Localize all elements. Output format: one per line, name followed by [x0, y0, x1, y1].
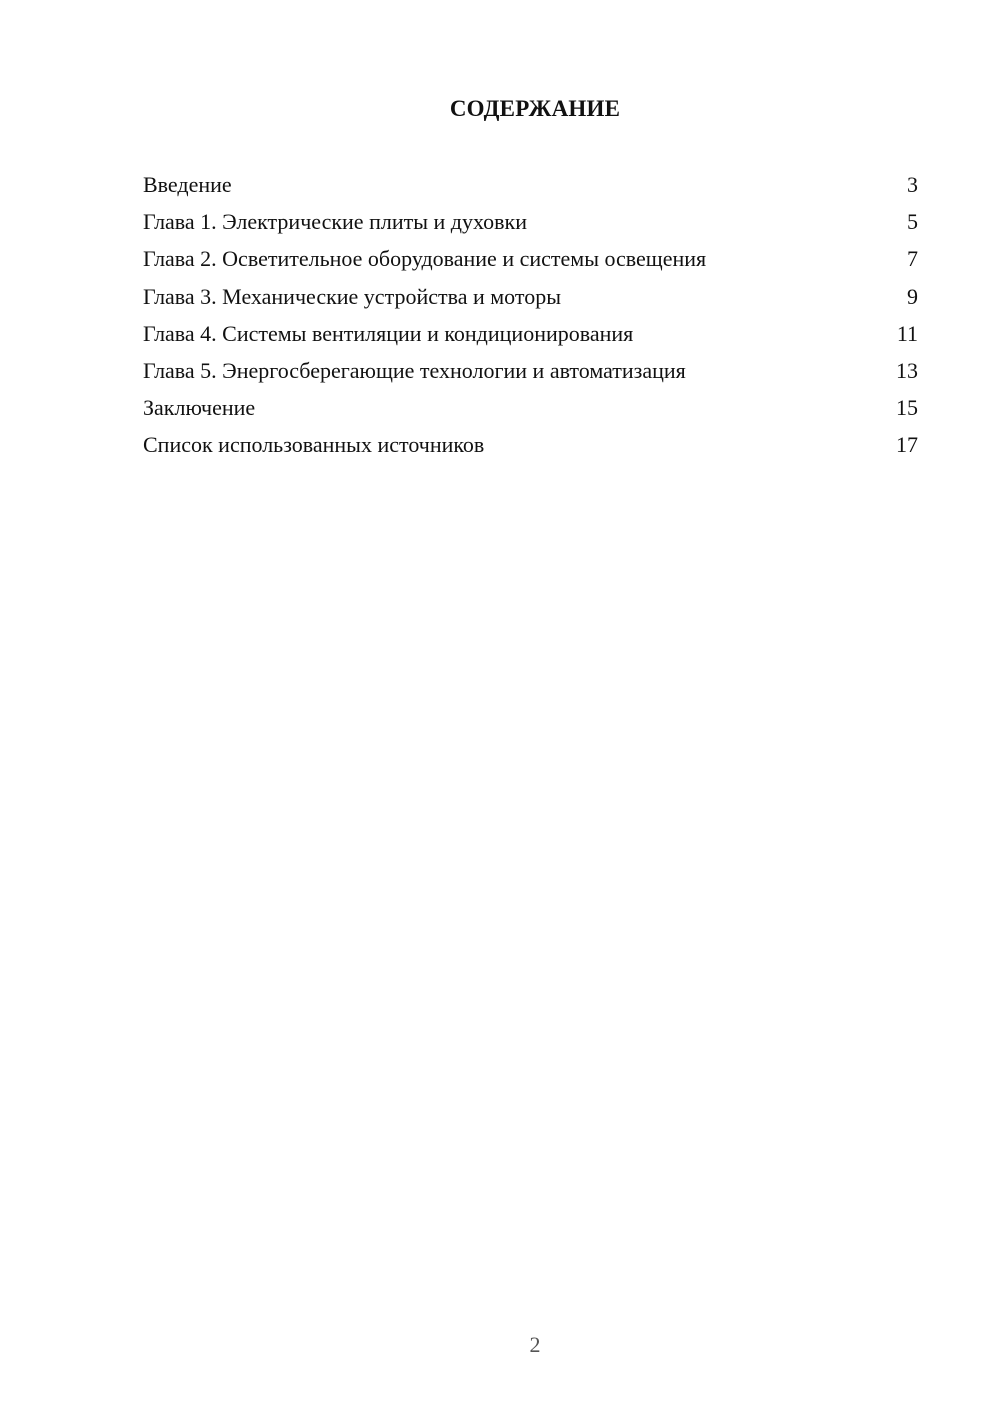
- toc-entry: [143, 278, 918, 315]
- toc-entry: [143, 203, 918, 240]
- toc-entry-title: Глава 5. Энергосберегающие технологии и автоматизация: [143, 357, 686, 383]
- page-number: 2: [529, 1332, 541, 1357]
- toc-entry: [143, 389, 918, 426]
- toc-entry: [143, 240, 918, 277]
- toc-entry-page: 13: [896, 357, 918, 383]
- toc-entry: [143, 315, 918, 352]
- toc-entry-title: Введение: [143, 172, 232, 197]
- toc-entry-page: 3: [907, 172, 918, 197]
- toc-entry-page: 5: [907, 209, 918, 235]
- toc-entry: [143, 352, 918, 389]
- toc-entry-page: 17: [896, 432, 918, 458]
- toc-heading: СОДЕРЖАНИЕ: [449, 96, 621, 121]
- toc-entry: [143, 426, 918, 463]
- toc-entry: [143, 166, 918, 203]
- toc-entry-page: 9: [907, 283, 918, 309]
- toc-entry-title: Глава 2. Осветительное оборудование и системы освещения: [143, 246, 707, 272]
- toc-entry-title: Список использованных источников: [143, 432, 485, 458]
- toc-entry-page: 15: [896, 395, 918, 421]
- toc-entry-title: Глава 3. Механические устройства и моторы: [143, 283, 561, 309]
- toc-entry-page: 11: [896, 320, 918, 346]
- toc-entry-title: Глава 4. Системы вентиляции и кондиционирования: [143, 320, 634, 346]
- table-of-contents: [143, 166, 918, 464]
- toc-entry-title: Глава 1. Электрические плиты и духовки: [143, 209, 527, 235]
- toc-entry-page: 7: [907, 246, 918, 272]
- toc-entry-title: Заключение: [143, 395, 256, 421]
